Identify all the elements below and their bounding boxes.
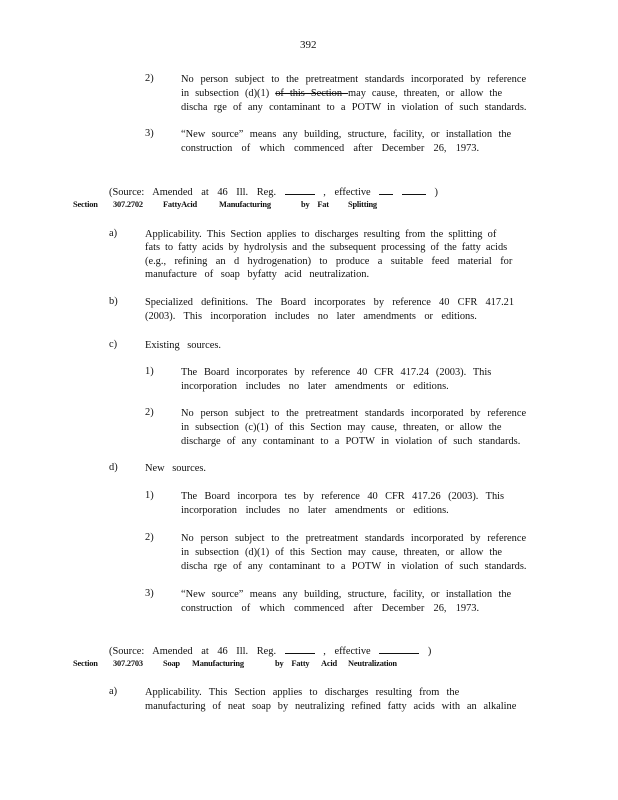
item-number: b) bbox=[109, 296, 118, 307]
text-line: in subsection (d)(1) of this Section may cause, threaten, or allow the bbox=[181, 547, 503, 558]
reg-blank bbox=[285, 185, 315, 195]
section-title-word: Manufacturing bbox=[192, 659, 244, 668]
text-line: “New source” means any building, structure, facility, or installation the bbox=[181, 129, 512, 140]
source-prefix: (Source: Amended at 46 Ill. Reg. bbox=[109, 187, 277, 198]
text-line: construction of which commenced after December 26, 1973. bbox=[181, 143, 480, 154]
source-close: ) bbox=[427, 646, 432, 657]
text-line: (2003). This incorporation includes no later amendments or editions. bbox=[145, 311, 477, 322]
text-line: “New source” means any building, structure, facility, or installation the bbox=[181, 589, 512, 600]
text-fragment: may cause, threaten, or allow the bbox=[348, 88, 503, 99]
text-line: Applicability. This Section applies to discharges resulting from the splitting of bbox=[145, 229, 497, 240]
page-number: 392 bbox=[300, 39, 317, 51]
text-line: discha rge of any contaminant to a POTW in violation of such standards. bbox=[181, 561, 527, 572]
section-number: 307.2702 bbox=[113, 200, 143, 209]
item-number: 3) bbox=[145, 128, 154, 139]
text-line: No person subject to the pretreatment standards incorporated by reference bbox=[181, 533, 527, 544]
text-line: Applicability. This Section applies to discharges resulting from the bbox=[145, 687, 460, 698]
source-prefix: (Source: Amended at 46 Ill. Reg. bbox=[109, 646, 277, 657]
text-line: construction of which commenced after December 26, 1973. bbox=[181, 603, 480, 614]
text-line: manufacture of soap byfatty acid neutralization. bbox=[145, 269, 370, 280]
text-line: (e.g., refining an d hydrogenation) to produce a suitable feed material for bbox=[145, 256, 513, 267]
section-title-word: by Fat bbox=[301, 200, 329, 209]
section-title-word: Soap bbox=[163, 659, 180, 668]
source-note bbox=[109, 630, 431, 659]
date-blank bbox=[379, 185, 393, 195]
text-line: Specialized definitions. The Board incorporates by reference 40 CFR 417.21 bbox=[145, 297, 515, 308]
text-line: No person subject to the pretreatment standards incorporated by reference bbox=[181, 408, 527, 419]
item-number: a) bbox=[109, 228, 118, 239]
section-number: 307.2703 bbox=[113, 659, 143, 668]
item-number: 1) bbox=[145, 366, 154, 377]
item-number: d) bbox=[109, 462, 118, 473]
date-blank bbox=[402, 185, 426, 195]
source-effective: , effective bbox=[323, 187, 371, 198]
text-line: discharge of any contaminant to a POTW in violation of such standards. bbox=[181, 436, 521, 447]
text-line: No person subject to the pretreatment standards incorporated by reference bbox=[181, 74, 527, 85]
subsection-title: New sources. bbox=[145, 463, 206, 474]
text-fragment: in subsection (d)(1) bbox=[181, 88, 276, 99]
text-line: The Board incorporates by reference 40 CFR 417.24 (2003). This bbox=[181, 367, 492, 378]
source-close: ) bbox=[434, 187, 438, 198]
text-line: fats to fatty acids by hydrolysis and the subsequent processing of the fatty acids bbox=[145, 242, 508, 253]
source-effective: , effective bbox=[323, 646, 371, 657]
section-title-word: by Fatty bbox=[275, 659, 310, 668]
item-number: a) bbox=[109, 686, 118, 697]
item-number: 2) bbox=[145, 73, 154, 84]
item-number: 1) bbox=[145, 490, 154, 501]
struck-text: of this Section bbox=[275, 88, 349, 99]
section-label: Section bbox=[73, 200, 98, 209]
text-line: incorporation includes no later amendments or editions. bbox=[181, 505, 449, 516]
reg-blank bbox=[285, 644, 315, 654]
source-note bbox=[109, 171, 438, 200]
text-line: manufacturing of neat soap by neutralizing refined fatty acids with an alkaline bbox=[145, 701, 517, 712]
section-title-word: Neutralization bbox=[348, 659, 397, 668]
item-number: 3) bbox=[145, 588, 154, 599]
text-line: The Board incorpora tes by reference 40 CFR 417.26 (2003). This bbox=[181, 491, 505, 502]
item-number: 2) bbox=[145, 407, 154, 418]
section-title-word: Splitting bbox=[348, 200, 377, 209]
text-line: incorporation includes no later amendments or editions. bbox=[181, 381, 449, 392]
date-blank bbox=[379, 644, 419, 654]
section-title-word: FattyAcid bbox=[163, 200, 198, 209]
subsection-title: Existing sources. bbox=[145, 340, 221, 351]
section-label: Section bbox=[73, 659, 98, 668]
text-line: in subsection (c)(1) of this Section may cause, threaten, or allow the bbox=[181, 422, 502, 433]
item-number: c) bbox=[109, 339, 118, 350]
item-number: 2) bbox=[145, 532, 154, 543]
section-title-word: Manufacturing bbox=[219, 200, 271, 209]
section-title-word: Acid bbox=[321, 659, 337, 668]
text-line bbox=[181, 87, 502, 101]
text-line: discha rge of any contaminant to a POTW in violation of such standards. bbox=[181, 102, 527, 113]
